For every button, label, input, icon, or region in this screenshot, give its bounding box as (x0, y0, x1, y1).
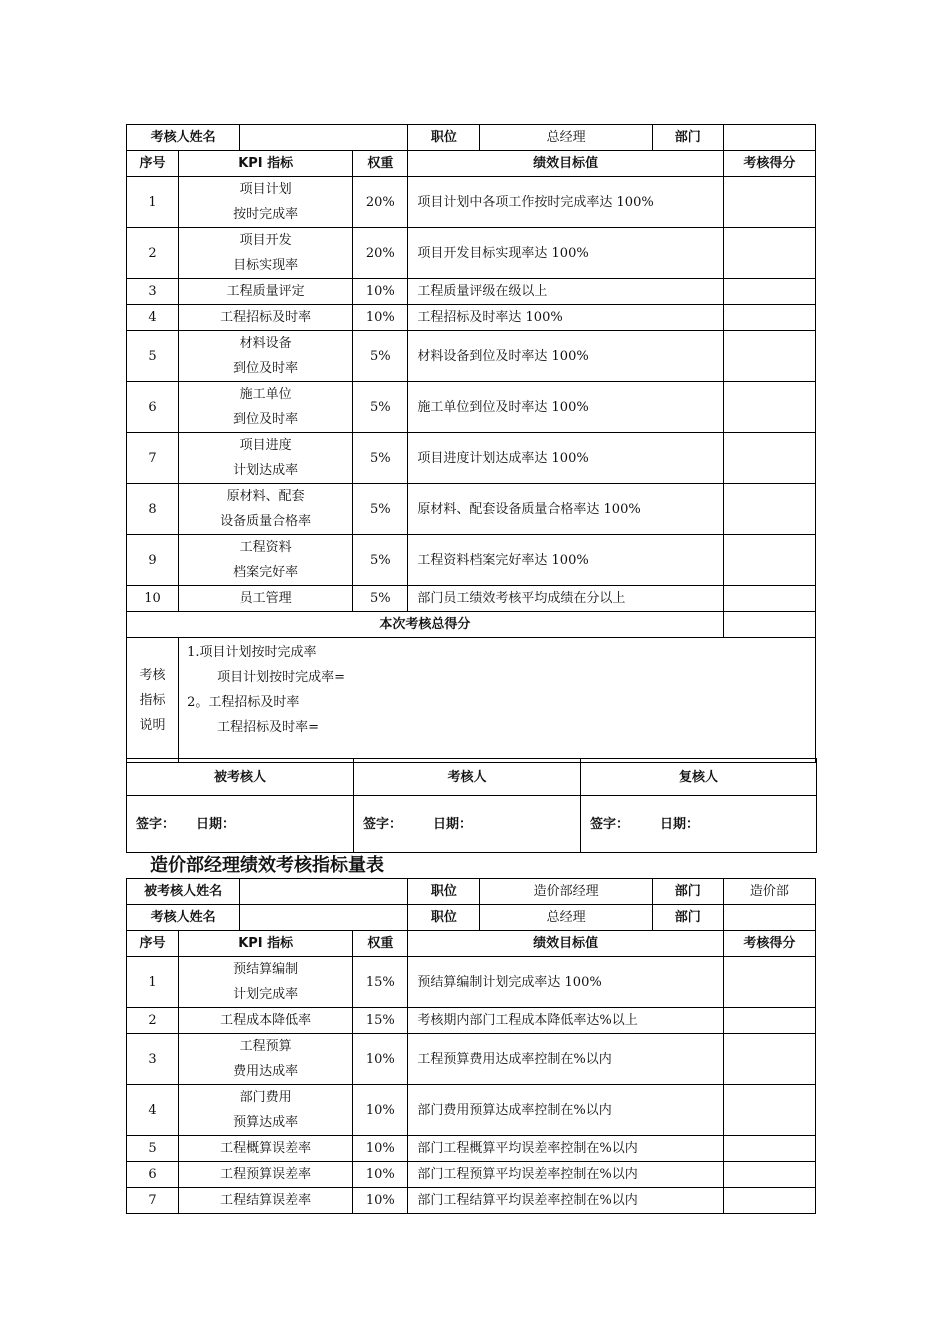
position-label: 职位 (408, 125, 480, 151)
kpi-name-line: 工程预算误差率 (220, 1167, 312, 1182)
column-header-row (127, 931, 816, 957)
kpi-target: 原材料、配套设备质量合格率达 100% (408, 484, 723, 535)
table-row (127, 331, 816, 382)
table-row (127, 228, 816, 279)
kpi-score-field[interactable] (723, 331, 815, 382)
kpi-name-line: 项目开发 (239, 233, 292, 248)
assessor-name-label: 考核人姓名 (127, 125, 240, 151)
notes-label (127, 638, 179, 763)
kpi-name-line: 材料设备 (239, 336, 292, 351)
role-assessor: 考核人 (354, 759, 581, 796)
date-label: 日期： (196, 816, 236, 832)
row-number: 4 (127, 305, 179, 331)
kpi-target: 部门工程预算平均误差率控制在%以内 (408, 1162, 723, 1188)
row-number: 6 (127, 1162, 179, 1188)
kpi-name (179, 1162, 353, 1188)
sign-label: 签字： (363, 816, 403, 832)
kpi-target: 工程预算费用达成率控制在%以内 (408, 1034, 723, 1085)
kpi-name (179, 177, 353, 228)
kpi-name-line: 档案完好率 (233, 565, 299, 580)
kpi-name-line: 工程成本降低率 (220, 1013, 312, 1028)
date-label: 日期： (433, 816, 473, 832)
kpi-name (179, 331, 353, 382)
notes-line: 2。工程招标及时率 (187, 695, 300, 710)
kpi-name-line: 工程预算 (239, 1039, 292, 1054)
header-row (127, 125, 816, 151)
kpi-score-field[interactable] (723, 1162, 815, 1188)
assessor-name-label: 考核人姓名 (127, 905, 240, 931)
kpi-target: 考核期内部门工程成本降低率达%以上 (408, 1008, 723, 1034)
kpi-name (179, 1034, 353, 1085)
kpi-score-field[interactable] (723, 382, 815, 433)
row-number: 5 (127, 1136, 179, 1162)
signature-roles-row (127, 759, 817, 796)
kpi-score-field[interactable] (723, 1034, 815, 1085)
kpi-name-line: 按时完成率 (233, 207, 299, 222)
kpi-weight: 10% (353, 1136, 408, 1162)
kpi-name (179, 433, 353, 484)
kpi-name-line: 项目计划 (239, 182, 292, 197)
table-row (127, 586, 816, 612)
kpi-target: 项目进度计划达成率达 100% (408, 433, 723, 484)
position-field[interactable]: 总经理 (480, 905, 652, 931)
total-score-label: 本次考核总得分 (127, 612, 724, 638)
kpi-name-line: 预算达成率 (233, 1115, 299, 1130)
col-kpi: KPI 指标 (179, 151, 353, 177)
table-row (127, 382, 816, 433)
kpi-name-line: 设备质量合格率 (220, 514, 312, 529)
row-number: 3 (127, 279, 179, 305)
notes-label-char: 指标 (139, 692, 166, 708)
kpi-score-field[interactable] (723, 1136, 815, 1162)
kpi-score-field[interactable] (723, 177, 815, 228)
role-assessee: 被考核人 (127, 759, 354, 796)
kpi-weight: 20% (353, 177, 408, 228)
position-label: 职位 (408, 905, 480, 931)
kpi-name-line: 工程概算误差率 (220, 1141, 312, 1156)
kpi-name-line: 施工单位 (239, 387, 292, 402)
position-field[interactable]: 总经理 (480, 125, 652, 151)
dept-label: 部门 (652, 125, 723, 151)
kpi-name-line: 项目进度 (239, 438, 292, 453)
kpi-score-field[interactable] (723, 433, 815, 484)
row-number: 10 (127, 586, 179, 612)
col-score: 考核得分 (723, 151, 815, 177)
sign-label: 签字： (590, 816, 630, 832)
kpi-score-field[interactable] (723, 279, 815, 305)
kpi-name-line: 工程质量评定 (226, 284, 305, 299)
kpi-target: 工程资料档案完好率达 100% (408, 535, 723, 586)
kpi-name-line: 工程招标及时率 (220, 310, 312, 325)
kpi-name-line: 到位及时率 (233, 412, 299, 427)
kpi-score-field[interactable] (723, 1188, 815, 1214)
kpi-name (179, 1008, 353, 1034)
kpi-target: 项目开发目标实现率达 100% (408, 228, 723, 279)
sign-label: 签字： (136, 816, 176, 832)
kpi-name-line: 费用达成率 (233, 1064, 299, 1079)
kpi-weight: 15% (353, 1008, 408, 1034)
table-row (127, 1136, 816, 1162)
kpi-target: 项目计划中各项工作按时完成率达 100% (408, 177, 723, 228)
col-weight: 权重 (353, 151, 408, 177)
kpi-name (179, 228, 353, 279)
kpi-name (179, 1085, 353, 1136)
notes-line: 项目计划按时完成率= (217, 670, 345, 685)
notes-label-char: 考核 (139, 667, 166, 683)
row-number: 3 (127, 1034, 179, 1085)
dept-field[interactable]: 造价部 (723, 879, 815, 905)
table-row (127, 1085, 816, 1136)
position-label: 职位 (408, 879, 480, 905)
kpi-name-line: 预结算编制 (233, 962, 299, 977)
section-title: 造价部经理绩效考核指标量表 (150, 855, 384, 876)
kpi-weight: 5% (353, 433, 408, 484)
kpi-target: 材料设备到位及时率达 100% (408, 331, 723, 382)
kpi-name (179, 535, 353, 586)
column-header-row (127, 151, 816, 177)
col-kpi: KPI 指标 (179, 931, 353, 957)
kpi-name-line: 工程结算误差率 (220, 1193, 312, 1208)
kpi-name-line: 部门费用 (239, 1090, 292, 1105)
table-row (127, 305, 816, 331)
row-number: 8 (127, 484, 179, 535)
kpi-target: 部门员工绩效考核平均成绩在分以上 (408, 586, 723, 612)
header-row (127, 905, 816, 931)
kpi-name (179, 957, 353, 1008)
assessee-name-label: 被考核人姓名 (127, 879, 240, 905)
kpi-weight: 10% (353, 1162, 408, 1188)
dept-field[interactable] (723, 905, 815, 931)
kpi-target: 部门费用预算达成率控制在%以内 (408, 1085, 723, 1136)
table-row (127, 1008, 816, 1034)
kpi-score-field[interactable] (723, 484, 815, 535)
kpi-name-line: 原材料、配套 (226, 489, 305, 504)
kpi-name (179, 1188, 353, 1214)
table-row (127, 1188, 816, 1214)
kpi-name-line: 目标实现率 (233, 258, 299, 273)
kpi-score-field[interactable] (723, 228, 815, 279)
notes-row (127, 638, 816, 763)
assessor-name-field[interactable] (240, 905, 408, 931)
kpi-target: 部门工程结算平均误差率控制在%以内 (408, 1188, 723, 1214)
row-number: 5 (127, 331, 179, 382)
kpi-name-line: 工程资料 (239, 540, 292, 555)
kpi-score-field[interactable] (723, 586, 815, 612)
kpi-target: 施工单位到位及时率达 100% (408, 382, 723, 433)
kpi-target: 工程质量评级在级以上 (408, 279, 723, 305)
kpi-weight: 15% (353, 957, 408, 1008)
kpi-name (179, 484, 353, 535)
kpi-score-field[interactable] (723, 1008, 815, 1034)
kpi-weight: 5% (353, 331, 408, 382)
kpi-weight: 5% (353, 535, 408, 586)
row-number: 7 (127, 1188, 179, 1214)
kpi-weight: 5% (353, 586, 408, 612)
row-number: 6 (127, 382, 179, 433)
kpi-score-field[interactable] (723, 957, 815, 1008)
kpi-weight: 10% (353, 279, 408, 305)
table-row (127, 279, 816, 305)
row-number: 9 (127, 535, 179, 586)
dept-label: 部门 (652, 879, 723, 905)
kpi-name (179, 1136, 353, 1162)
kpi-weight: 10% (353, 1034, 408, 1085)
kpi-name-line: 员工管理 (239, 591, 292, 606)
kpi-name (179, 586, 353, 612)
col-no: 序号 (127, 151, 179, 177)
kpi-name-line: 计划完成率 (233, 987, 299, 1002)
assessee-name-field[interactable] (240, 879, 408, 905)
assessor-signature-cell[interactable] (354, 796, 581, 853)
table-row (127, 535, 816, 586)
kpi-weight: 10% (353, 1188, 408, 1214)
kpi-target: 预结算编制计划完成率达 100% (408, 957, 723, 1008)
table-row (127, 484, 816, 535)
date-label: 日期： (660, 816, 700, 832)
kpi-target: 工程招标及时率达 100% (408, 305, 723, 331)
kpi-name-line: 计划达成率 (233, 463, 299, 478)
row-number: 2 (127, 228, 179, 279)
kpi-weight: 10% (353, 305, 408, 331)
header-row (127, 879, 816, 905)
kpi-table-cost-manager (126, 878, 816, 1214)
total-row (127, 612, 816, 638)
kpi-name (179, 382, 353, 433)
signature-fields-row (127, 796, 817, 853)
col-score: 考核得分 (723, 931, 815, 957)
notes-line: 工程招标及时率= (217, 720, 319, 735)
table-row (127, 1034, 816, 1085)
role-reviewer: 复核人 (581, 759, 817, 796)
col-target: 绩效目标值 (408, 151, 723, 177)
kpi-name-line: 到位及时率 (233, 361, 299, 376)
kpi-weight: 10% (353, 1085, 408, 1136)
kpi-target: 部门工程概算平均误差率控制在%以内 (408, 1136, 723, 1162)
table-row (127, 957, 816, 1008)
table-row (127, 1162, 816, 1188)
position-field[interactable]: 造价部经理 (480, 879, 652, 905)
row-number: 2 (127, 1008, 179, 1034)
kpi-score-field[interactable] (723, 535, 815, 586)
dept-label: 部门 (652, 905, 723, 931)
kpi-weight: 20% (353, 228, 408, 279)
table-row (127, 177, 816, 228)
row-number: 7 (127, 433, 179, 484)
notes-label-char: 说明 (139, 717, 166, 733)
notes-line: 1.项目计划按时完成率 (187, 645, 317, 660)
kpi-score-field[interactable] (723, 1085, 815, 1136)
col-target: 绩效目标值 (408, 931, 723, 957)
col-no: 序号 (127, 931, 179, 957)
signature-table (126, 758, 817, 853)
kpi-name (179, 305, 353, 331)
kpi-weight: 5% (353, 484, 408, 535)
assessor-name-field[interactable] (240, 125, 408, 151)
kpi-weight: 5% (353, 382, 408, 433)
dept-field[interactable] (723, 125, 815, 151)
kpi-score-field[interactable] (723, 305, 815, 331)
row-number: 1 (127, 957, 179, 1008)
notes-content (179, 638, 816, 763)
total-score-field[interactable] (723, 612, 815, 638)
col-weight: 权重 (353, 931, 408, 957)
row-number: 4 (127, 1085, 179, 1136)
table-row (127, 433, 816, 484)
assessee-signature-cell[interactable] (127, 796, 354, 853)
kpi-table-general-manager (126, 124, 816, 763)
row-number: 1 (127, 177, 179, 228)
reviewer-signature-cell[interactable] (581, 796, 817, 853)
kpi-name (179, 279, 353, 305)
